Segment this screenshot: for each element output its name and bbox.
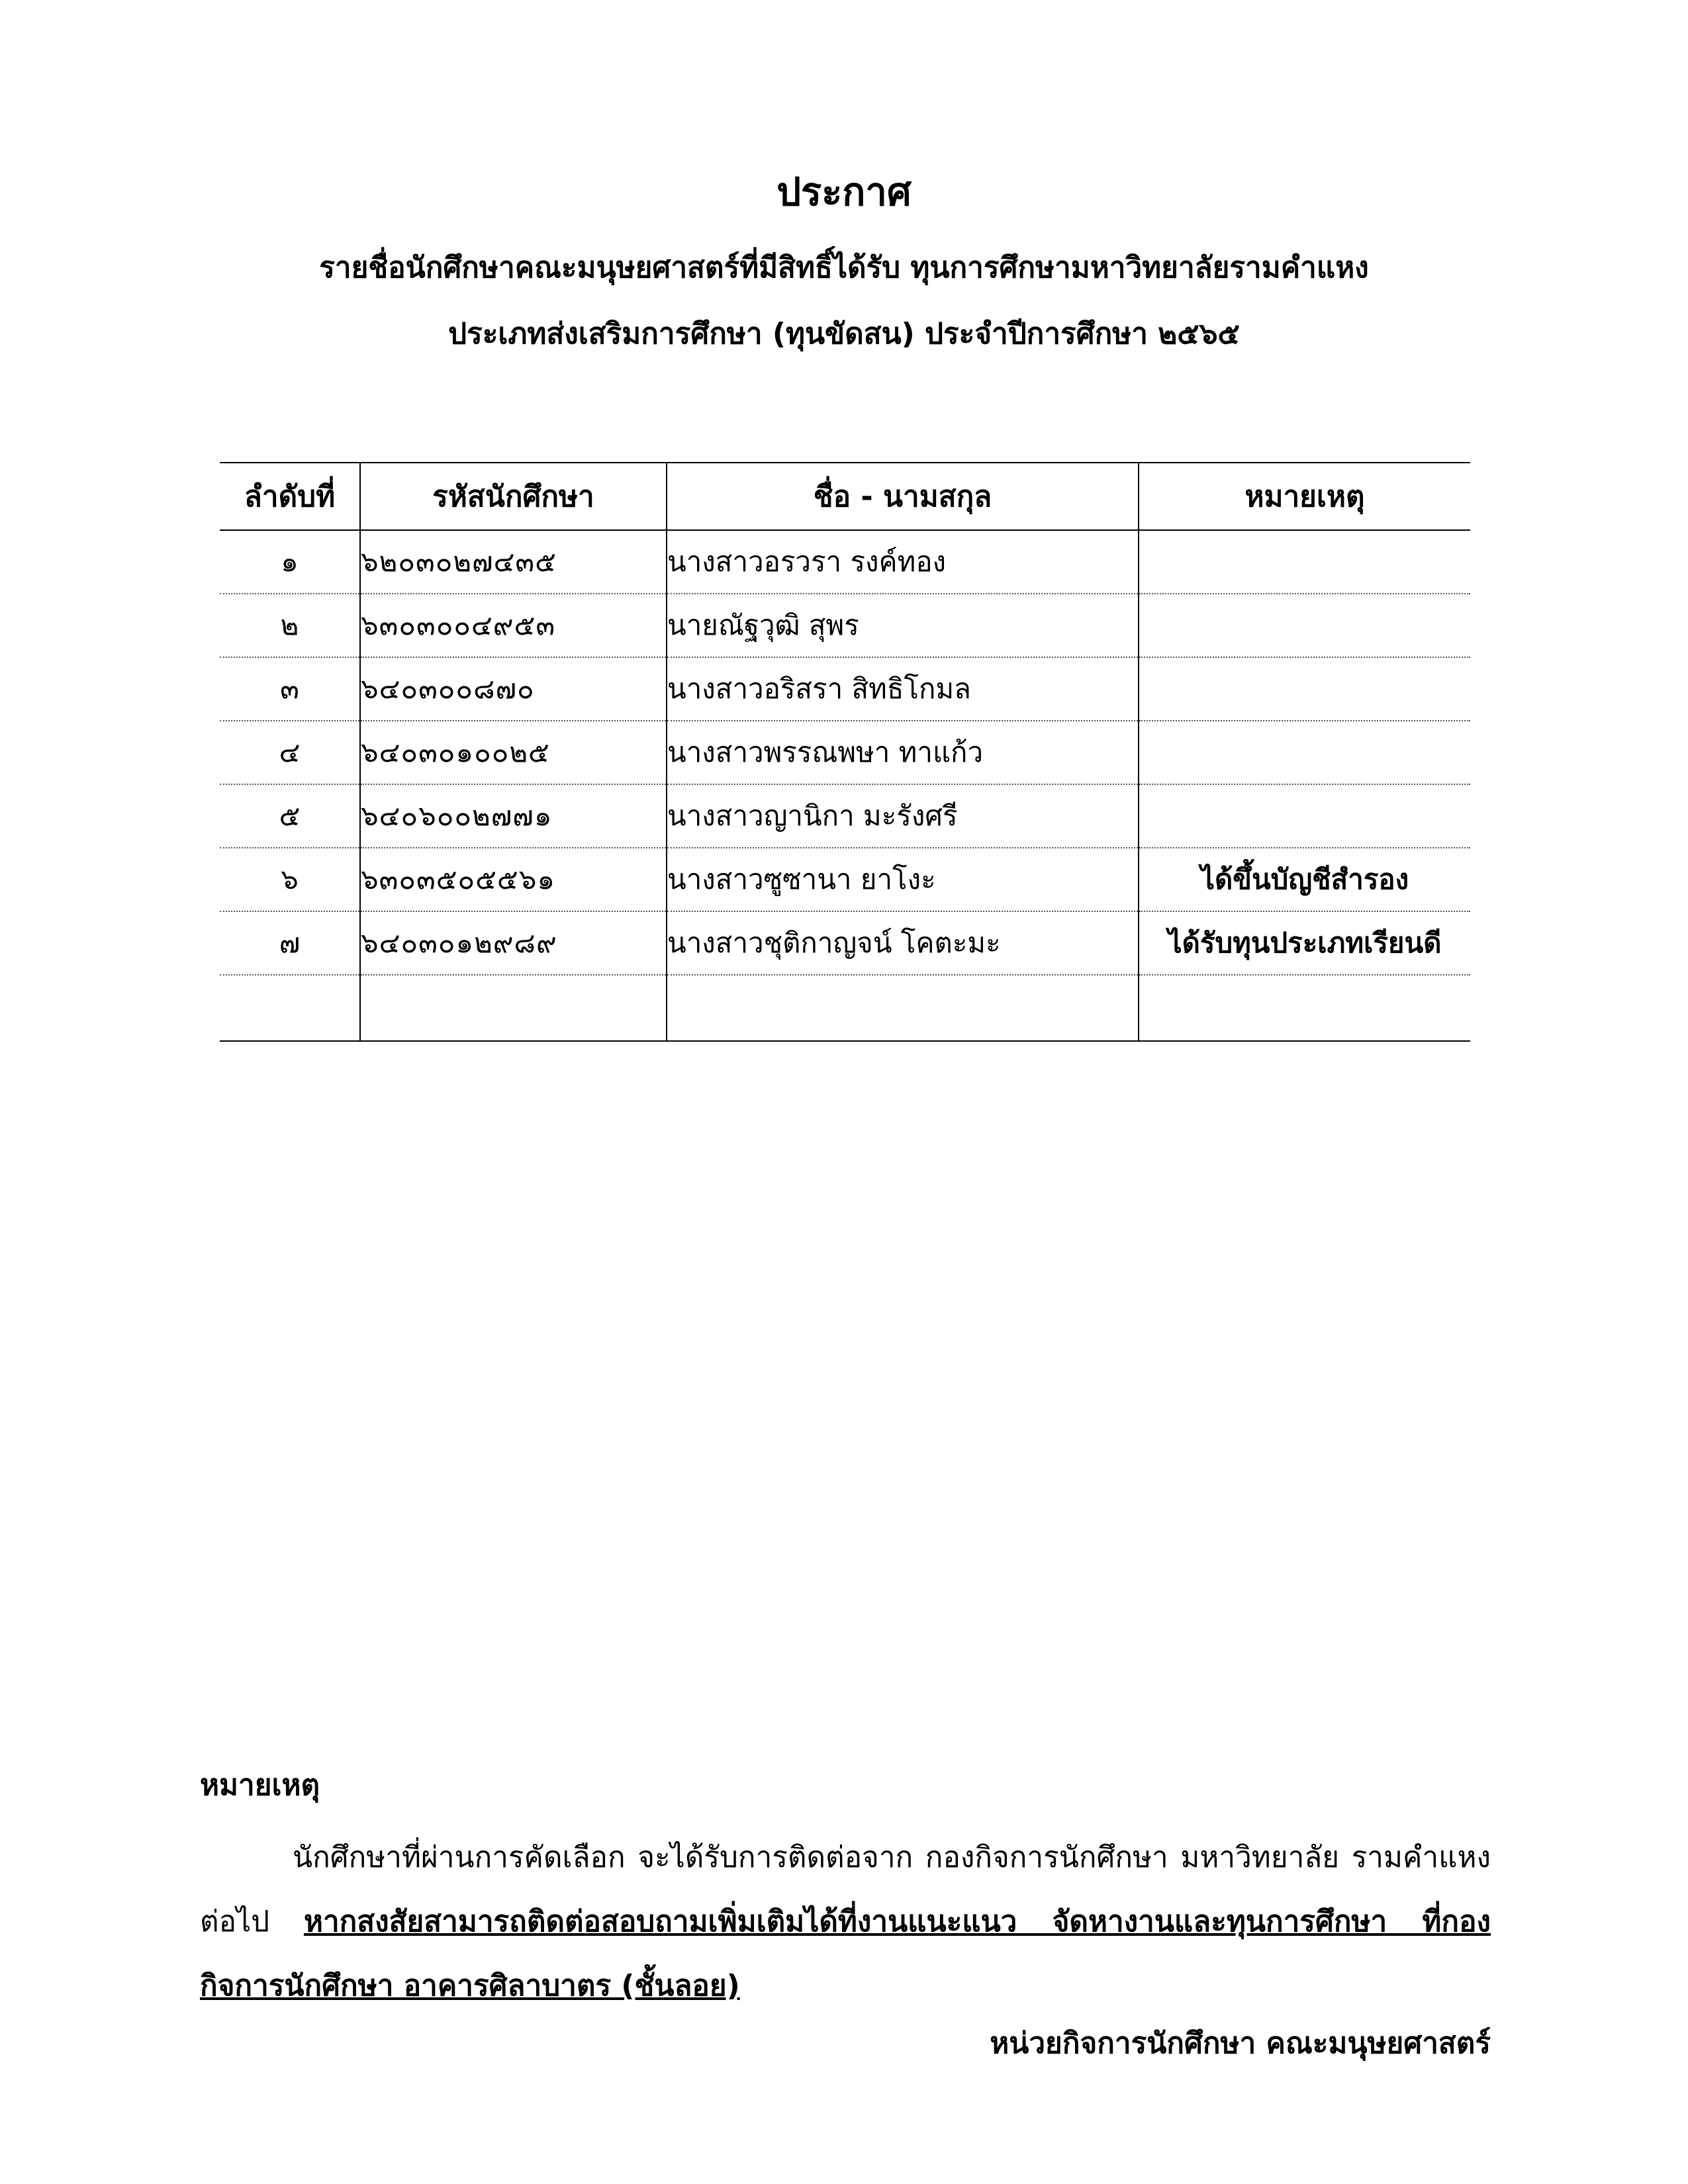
subtitle-line-1: รายชื่อนักศึกษาคณะมนุษยศาสตร์ที่มีสิทธิ์ได้รับ ทุนการศึกษามหาวิทยาลัยรามคำแหง <box>319 251 1369 285</box>
row-number: ๒ <box>220 594 360 657</box>
row-number: ๗ <box>220 911 360 975</box>
empty-cell <box>220 975 360 1041</box>
table-row <box>220 657 1470 721</box>
row-number: ๖ <box>220 848 360 911</box>
column-header-student-id: รหัสนักศึกษา <box>360 463 667 530</box>
remarks-text: นักศึกษาที่ผ่านการคัดเลือก จะได้รับการติดต่อจาก กองกิจการนักศึกษา มหาวิทยาลัย รามคำแหง ต่อไป <box>200 1841 1491 1938</box>
row-remark: ได้รับทุนประเภทเรียนดี <box>1139 911 1470 975</box>
student-name: นางสาวซูซานา ยาโงะ <box>667 848 1139 911</box>
page-title: ประกาศ <box>776 169 912 214</box>
row-number: ๑ <box>220 530 360 594</box>
student-id: ๖๔๐๖๐๐๒๗๗๑ <box>360 784 667 848</box>
table-row <box>220 848 1470 911</box>
student-name: นายณัฐวุฒิ สุพร <box>667 594 1139 657</box>
recipients-table <box>220 462 1470 1042</box>
student-id: ๖๔๐๓๐๐๘๗๐ <box>360 657 667 721</box>
table-row <box>220 784 1470 848</box>
issuer-signoff: หน่วยกิจการนักศึกษา คณะมนุษยศาสตร์ <box>990 2026 1491 2060</box>
row-remark <box>1139 784 1470 848</box>
table-row <box>220 721 1470 784</box>
student-name: นางสาวญานิกา มะรังศรี <box>667 784 1139 848</box>
column-header-order: ลำดับที่ <box>220 463 360 530</box>
student-id: ๖๓๐๓๐๐๔๙๕๓ <box>360 594 667 657</box>
row-number: ๔ <box>220 721 360 784</box>
remarks-heading: หมายเหตุ <box>200 1768 320 1802</box>
subtitle-line-2: ประเภทส่งเสริมการศึกษา (ทุนขัดสน) ประจำปีการศึกษา ๒๕๖๕ <box>448 317 1240 351</box>
row-remark <box>1139 657 1470 721</box>
row-remark: ได้ขึ้นบัญชีสำรอง <box>1139 848 1470 911</box>
remarks-paragraph <box>200 1825 1491 2018</box>
row-remark <box>1139 594 1470 657</box>
column-header-full-name: ชื่อ - นามสกุล <box>667 463 1139 530</box>
student-id: ๖๔๐๓๐๑๒๙๘๙ <box>360 911 667 975</box>
row-remark <box>1139 721 1470 784</box>
column-header-remark: หมายเหตุ <box>1139 463 1470 530</box>
empty-cell <box>1139 975 1470 1041</box>
student-id: ๖๓๐๓๕๐๕๕๖๑ <box>360 848 667 911</box>
row-number: ๕ <box>220 784 360 848</box>
table-row <box>220 911 1470 975</box>
empty-cell <box>360 975 667 1041</box>
table-row <box>220 594 1470 657</box>
table-header-row <box>220 463 1470 530</box>
student-name: นางสาวอริสรา สิทธิโกมล <box>667 657 1139 721</box>
empty-table-row <box>220 975 1470 1041</box>
student-name: นางสาวอรวรา รงค์ทอง <box>667 530 1139 594</box>
empty-cell <box>667 975 1139 1041</box>
student-id: ๖๔๐๓๐๑๐๐๒๕ <box>360 721 667 784</box>
row-number: ๓ <box>220 657 360 721</box>
student-name: นางสาวพรรณพษา ทาแก้ว <box>667 721 1139 784</box>
remarks-contact-emphasis: หากสงสัยสามารถติดต่อสอบถามเพิ่มเติมได้ที่งานแนะแนว จัดหางานและทุนการศึกษา ที่กองกิจการนักศึกษา อาคารศิลาบาตร (ชั้นลอย) <box>200 1905 1491 2003</box>
student-name: นางสาวชุติกาญจน์ โคตะมะ <box>667 911 1139 975</box>
table-row <box>220 530 1470 594</box>
student-id: ๖๒๐๓๐๒๗๔๓๕ <box>360 530 667 594</box>
row-remark <box>1139 530 1470 594</box>
